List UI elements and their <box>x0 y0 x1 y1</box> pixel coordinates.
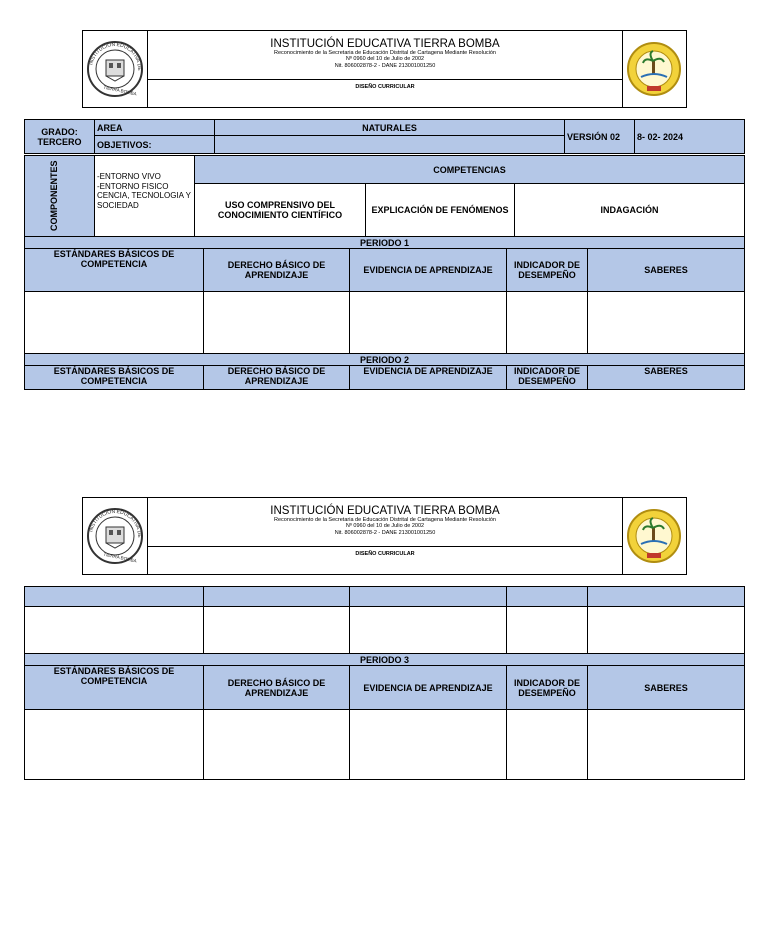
competencia-1: USO COMPRENSIVO DEL CONOCIMIENTO CIENTÍFICO <box>195 184 366 237</box>
col-header-evidencia: EVIDENCIA DE APRENDIZAJE <box>350 666 507 710</box>
competencia-3: INDAGACIÓN <box>515 184 745 237</box>
institution-name: INSTITUCIÓN EDUCATIVA TIERRA BOMBA <box>270 505 500 517</box>
periodo-2-derecho-cell[interactable] <box>204 607 350 654</box>
competencias-label: COMPETENCIAS <box>195 156 745 184</box>
district-seal-logo <box>623 31 686 107</box>
col-header-indicador: INDICADOR DE DESEMPEÑO <box>507 366 588 390</box>
periodo-2-indicador-cell[interactable] <box>507 607 588 654</box>
col-header-derecho: DERECHO BÁSICO DE APRENDIZAJE <box>204 666 350 710</box>
version-date: 8- 02- 2024 <box>635 120 745 154</box>
objetivos-label: OBJETIVOS: <box>95 136 215 154</box>
periodo-3-evidencia-cell[interactable] <box>350 710 507 780</box>
periodo-1-saberes-cell[interactable] <box>588 292 745 354</box>
periodo-1-estandares-cell[interactable] <box>25 292 204 354</box>
continued-header-cell <box>507 587 588 607</box>
col-header-derecho: DERECHO BÁSICO DE APRENDIZAJE <box>204 366 350 390</box>
periodo-1-table <box>24 236 745 390</box>
periodo-2-evidencia-cell[interactable] <box>350 607 507 654</box>
periodo-1-derecho-cell[interactable] <box>204 292 350 354</box>
periodo-3-indicador-cell[interactable] <box>507 710 588 780</box>
district-seal-logo <box>623 498 686 574</box>
header-title-area <box>148 31 623 107</box>
info-table <box>24 119 745 154</box>
continued-header-cell <box>350 587 507 607</box>
componentes-label-cell <box>25 156 95 237</box>
objetivos-value[interactable] <box>215 136 565 154</box>
componentes-items <box>95 156 195 237</box>
periodo-3-table <box>24 586 745 780</box>
periodo-1-title: PERIODO 1 <box>25 237 745 249</box>
col-header-saberes: SABERES <box>588 366 745 390</box>
school-seal-logo <box>83 498 148 574</box>
grado-label: GRADO: <box>41 126 78 137</box>
periodo-3-estandares-cell[interactable] <box>25 710 204 780</box>
svg-text:INSTITUCION EDUCATIVA DE: INSTITUCION EDUCATIVA DE <box>88 508 143 538</box>
design-title: DISEÑO CURRICULAR <box>355 84 415 90</box>
col-header-estandares: ESTÁNDARES BÁSICOS DE COMPETENCIA <box>25 366 204 390</box>
periodo-1-evidencia-cell[interactable] <box>350 292 507 354</box>
resolution-text: Nº 0960 del 10 de Julio de 2002 <box>345 523 425 530</box>
document-header <box>82 30 687 108</box>
resolution-text: Nº 0960 del 10 de Julio de 2002 <box>345 56 425 63</box>
grado-value: TERCERO <box>37 136 82 147</box>
col-header-indicador: INDICADOR DE DESEMPEÑO <box>507 249 588 292</box>
col-header-saberes: SABERES <box>588 249 745 292</box>
periodo-3-saberes-cell[interactable] <box>588 710 745 780</box>
periodo-2-saberes-cell[interactable] <box>588 607 745 654</box>
version-label: VERSIÓN 02 <box>565 120 635 154</box>
nit-text: Nit. 806002878-2 - DANE 213001001250 <box>334 62 436 69</box>
header-title-area <box>148 498 623 574</box>
col-header-evidencia: EVIDENCIA DE APRENDIZAJE <box>350 366 507 390</box>
document-header-page-2 <box>82 497 687 575</box>
col-header-estandares: ESTÁNDARES BÁSICOS DE COMPETENCIA <box>25 666 204 710</box>
componentes-label: COMPONENTES <box>48 160 59 232</box>
grado-cell <box>25 120 95 154</box>
continued-header-cell <box>204 587 350 607</box>
institution-name: INSTITUCIÓN EDUCATIVA TIERRA BOMBA <box>270 38 500 50</box>
continued-header-cell <box>25 587 204 607</box>
competencias-table <box>24 155 745 237</box>
svg-text:TIERRA BOMBA: TIERRA BOMBA <box>103 84 138 97</box>
col-header-evidencia: EVIDENCIA DE APRENDIZAJE <box>350 249 507 292</box>
recognition-text: Reconocimiento de la Secretaria de Educación Distrital de Cartagena Mediante Resolución <box>274 517 496 523</box>
periodo-2-estandares-cell[interactable] <box>25 607 204 654</box>
svg-text:INSTITUCION EDUCATIVA DE: INSTITUCION EDUCATIVA DE <box>88 41 143 71</box>
competencia-2: EXPLICACIÓN DE FENÓMENOS <box>366 184 515 237</box>
area-value: NATURALES <box>215 120 565 136</box>
col-header-estandares: ESTÁNDARES BÁSICOS DE COMPETENCIA <box>25 249 204 292</box>
col-header-saberes: SABERES <box>588 666 745 710</box>
periodo-3-derecho-cell[interactable] <box>204 710 350 780</box>
continued-header-cell <box>588 587 745 607</box>
col-header-indicador: INDICADOR DE DESEMPEÑO <box>507 666 588 710</box>
componentes-text: -ENTORNO VIVO -ENTORNO FISICO CENCIA, TECNOLOGIA Y SOCIEDAD <box>97 172 191 210</box>
svg-text:TIERRA BOMBA: TIERRA BOMBA <box>103 551 138 564</box>
nit-text: Nit. 806002878-2 - DANE 213001001250 <box>334 529 436 536</box>
school-seal-logo <box>83 31 148 107</box>
col-header-derecho: DERECHO BÁSICO DE APRENDIZAJE <box>204 249 350 292</box>
periodo-1-indicador-cell[interactable] <box>507 292 588 354</box>
area-label: AREA <box>95 120 215 136</box>
periodo-3-title: PERIODO 3 <box>25 654 745 666</box>
design-title: DISEÑO CURRICULAR <box>355 551 415 557</box>
recognition-text: Reconocimiento de la Secretaria de Educación Distrital de Cartagena Mediante Resolución <box>274 50 496 56</box>
periodo-2-title: PERIODO 2 <box>25 354 745 366</box>
